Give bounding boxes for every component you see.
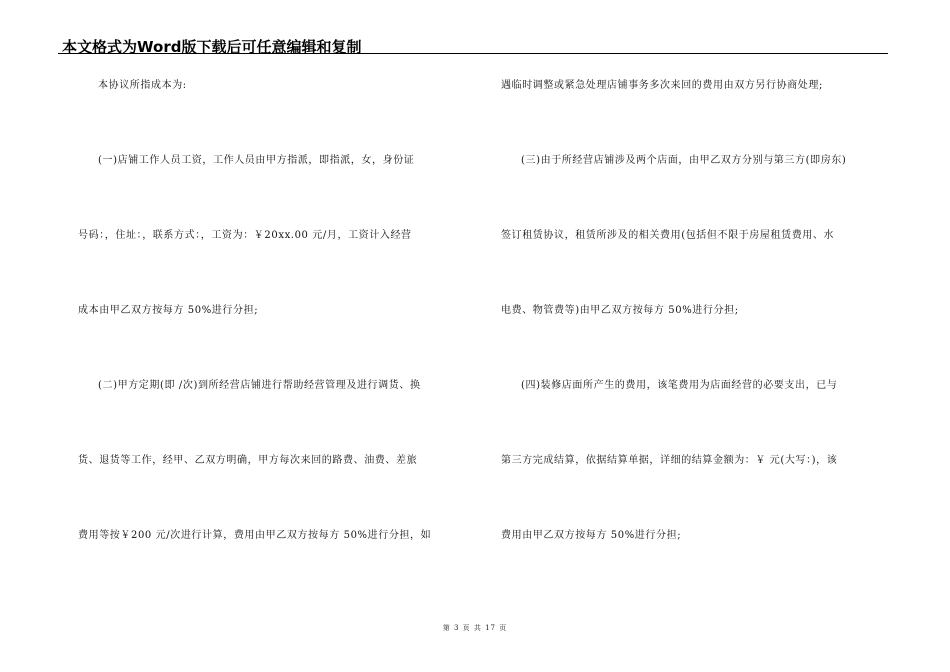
paragraph-line: (二)甲方定期(即 /次)到所经营店铺进行帮助经营管理及进行调货、换	[98, 380, 421, 391]
paragraph-line: 本协议所指成本为:	[98, 80, 187, 91]
paragraph-line: 签订租赁协议，租赁所涉及的相关费用(包括但不限于房屋租赁费用、水	[501, 230, 835, 241]
paragraph-line: (四)装修店面所产生的费用，该笔费用为店面经营的必要支出，已与	[521, 380, 838, 391]
paragraph-line: 遇临时调整或紧急处理店铺事务多次来回的费用由双方另行协商处理;	[501, 80, 823, 91]
paragraph-line: (三)由于所经营店铺涉及两个店面，由甲乙双方分别与第三方(即房东)	[521, 155, 847, 166]
paragraph-line: 电费、物管费等)由甲乙双方按每方 50%进行分担;	[501, 305, 739, 316]
left-column	[78, 0, 473, 672]
paragraph-line: 货、退货等工作，经甲、乙双方明确，甲方每次来回的路费、油费、差旅	[78, 455, 418, 466]
document-banner: 本文格式为Word版下载后可任意编辑和复制	[62, 38, 362, 56]
paragraph-line: (一)店铺工作人员工资，工作人员由甲方指派，即指派，女，身份证	[98, 155, 415, 166]
paragraph-line: 费用由甲乙双方按每方 50%进行分担;	[501, 530, 682, 541]
paragraph-line: 号码：，住址：，联系方式：，工资为：￥20xx.00 元/月，工资计入经营	[78, 230, 412, 241]
paragraph-line: 费用等按￥200 元/次进行计算，费用由甲乙双方按每方 50%进行分担，如	[78, 530, 432, 541]
page-number: 第 3 页 共 17 页	[442, 624, 508, 632]
paragraph-line: 成本由甲乙双方按每方 50%进行分担;	[78, 305, 259, 316]
right-column	[501, 0, 893, 672]
paragraph-line: 第三方完成结算，依据结算单据，详细的结算金额为：￥ 元(大写：)，该	[501, 455, 838, 466]
